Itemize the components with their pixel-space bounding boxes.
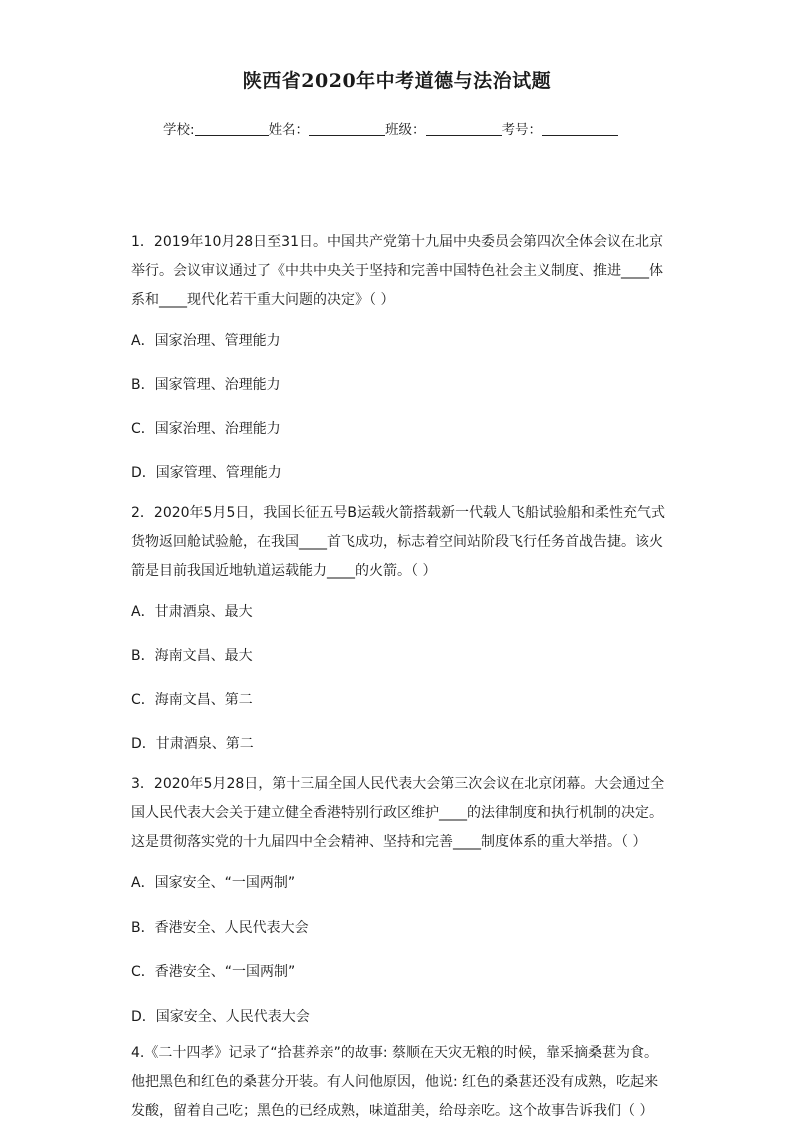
student-info-line [163,118,663,138]
number-label: 考号： [501,122,543,138]
option-list [131,861,671,1039]
question-stem: 1．2019年10月28日至31日。中国共产党第十九届中央委员会第四次全体会议在北京举行。会议审议通过了《中共中央关于坚持和完善中国特色社会主义制度、推进____体系和____现代化若干重大问题的决定》（ ） [131,234,663,308]
question-2 [131,499,671,766]
question-3 [131,770,671,1039]
name-label: 姓名： [268,122,310,138]
class-label: 班级： [385,122,426,138]
option-c[interactable]: C．香港安全、“一国两制” [131,964,296,981]
option-b[interactable]: B．香港安全、人民代表大会 [131,919,309,936]
name-blank[interactable] [309,121,385,136]
option-a[interactable]: A．国家治理、管理能力 [131,333,281,349]
class-blank[interactable] [426,121,502,136]
school-label: 学校: [163,122,195,138]
option-grid [131,319,671,495]
question-list [131,228,671,1126]
option-a[interactable]: A．甘肃酒泉、最大 [131,604,253,620]
question-stem: 2．2020年5月5日，我国长征五号B运载火箭搭载新一代载人飞船试验船和柔性充气式货物返回舱试验舱，在我国____首飞成功，标志着空间站阶段飞行任务首战告捷。该火箭是目前我国近地轨道运载能力____的火箭。（ ） [131,505,665,579]
option-a[interactable]: A．国家安全、“一国两制” [131,875,296,892]
option-b[interactable]: B．海南文昌、最大 [131,648,253,664]
question-stem: 3．2020年5月28日，第十三届全国人民代表大会第三次会议在北京闭幕。大会通过全国人民代表大会关于建立健全香港特别行政区维护____的法律制度和执行机制的决定。这是贯彻落实党的十九届四中全会精神、坚持和完善____制度体系的重大举措。（ ） [131,776,665,850]
school-blank[interactable] [195,121,269,136]
option-b[interactable]: B．国家管理、治理能力 [131,377,281,393]
question-1 [131,228,671,495]
option-d[interactable]: D．国家安全、人民代表大会 [131,1008,310,1025]
option-c[interactable]: C．海南文昌、第二 [131,692,253,708]
question-4 [131,1039,671,1126]
number-blank[interactable] [542,121,618,136]
option-d[interactable]: D．甘肃酒泉、第二 [131,736,254,752]
page-title: 陕西省2020年中考道德与法治试题 [242,70,552,92]
option-grid [131,590,671,766]
question-stem: 4.《二十四孝》记录了“拾葚养亲”的故事: 蔡顺在天灾无粮的时候，靠采摘桑葚为食。他把黑色和红色的桑葚分开装。有人问他原因，他说: 红色的桑葚还没有成熟，吃起来发酸，留着自己吃；黑色的已经成熟，味道甜美，给母亲吃。这个故事告诉我们（ ） [131,1045,659,1119]
option-d[interactable]: D．国家管理、管理能力 [131,465,282,481]
option-c[interactable]: C．国家治理、治理能力 [131,421,281,437]
